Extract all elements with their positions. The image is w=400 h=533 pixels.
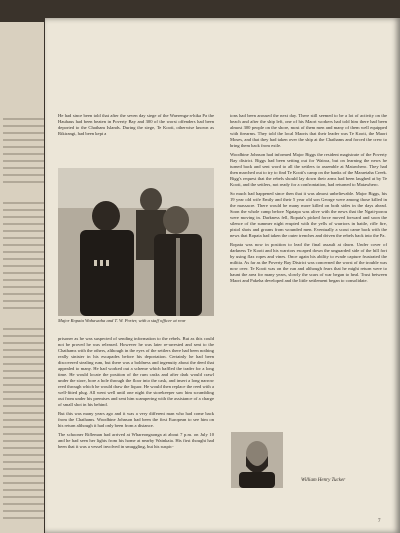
- facing-page-text-line: [3, 356, 44, 358]
- facing-page-text-line: [3, 475, 44, 477]
- facing-page-text-line: [3, 258, 44, 260]
- left-column-bottom: [58, 336, 214, 453]
- portrait-caption: William Henry Tucker: [301, 478, 346, 483]
- paragraph: ions had been aroused the next day. There still seemed to be a lot of activity on the beach and after the ship left, one of his Maori workers had told him there had been almost 300 people on the shore, most of them men and many of them well equipped with firearms. They told the local Maoris that their leader was Te Kooti, the Maori Moses, and that they had taken over the ship at the Chathams and forced the crew to bring them back from exile.: [230, 113, 387, 148]
- facing-page-text-line: [3, 237, 44, 239]
- facing-page-text-line: [3, 328, 44, 330]
- facing-page-text-line: [3, 461, 44, 463]
- paragraph: Woodbine Johnson had informed Major Biggs the resident magistrate of the Poverty Bay district. Biggs had been setting out for Wairoa, but on learning the news he turned back and sent word to all the settlers to assemble at Matawhero. They had then marched out to try to find Te Kooti's camp on the banks of the Maraetaha Creek. Bigg's request that the rebels should lay down their arms had been laughed at by Te Kooti, and the settlers, not ready for a confrontation, had returned to Matawhero.: [230, 152, 387, 187]
- left-column-top: [58, 113, 214, 140]
- facing-page-text-line: [3, 202, 44, 204]
- facing-page-text-line: [3, 398, 44, 400]
- facing-page-text-line: [3, 300, 44, 302]
- facing-page-text-line: [3, 489, 44, 491]
- facing-page-text-line: [3, 419, 44, 421]
- paragraph: But this was many years ago and it was a very different man who had come back from the Chathams. Woodbine Johnson had been the first European to see him on his return although it had only been from a distance.: [58, 411, 214, 428]
- paragraph: Ropata was now in position to lead the final assault at dawn. Under cover of darkness Te Kooti and his warriors escaped down the unguarded side of the hill fort by using flax ropes and vines. Once again his ability to evade capture frustrated the militia. As far as the Poverty Bay District was concerned the worst of the trouble was now over. Te Kooti was on the run and although fears that he might return were to haunt the area for many years, slowly the scars of war began to heal. Trust between Maori and Pakeha developed and the little settlement began to consolidate.: [230, 242, 387, 283]
- facing-page-text-line: [3, 405, 44, 407]
- right-column: [230, 113, 387, 287]
- facing-page-text-line: [3, 174, 44, 176]
- group-photograph: [58, 168, 214, 316]
- facing-page-text-line: [3, 440, 44, 442]
- facing-page-text-line: [3, 132, 44, 134]
- facing-page-text-line: [3, 307, 44, 309]
- facing-page-text-line: [3, 209, 44, 211]
- facing-page-text-line: [3, 279, 44, 281]
- facing-page-text-line: [3, 160, 44, 162]
- facing-page-text-line: [3, 377, 44, 379]
- facing-page-text-line: [3, 468, 44, 470]
- facing-page-text-line: [3, 230, 44, 232]
- facing-page-text-line: [3, 510, 44, 512]
- paragraph: He had since been told that after the seven day siege of the Waerenga-a-hika Pa the Hauhaus had been beaten in Poverty Bay and 300 of the worst offenders had been deported to the Chatham Islands. During the siege, Te Kooti, otherwise known as Rikirangi, had been kept a: [58, 113, 214, 136]
- facing-page-text-line: [3, 153, 44, 155]
- facing-page-text-line: [3, 482, 44, 484]
- paragraph: So much had happened since then that it was almost unbelievable. Major Biggs, his 19 year old wife Emily and their 5 year old son George were among those killed in the massacre. There would be many more killed on both sides in the days ahead. Soon the whole camp before Ngatapa was alive with the news that the Ngati-porou were moving in. Darkness fell, Ropata's picked force moved forward and soon the silence of the summer night erupted with the yells of warriors in battle, rifle fire, pistol shots and groans from wounded men. Eventually a scout came back with the news that Ropata had taken the outer trenches and driven the rebels back into the Pa.: [230, 191, 387, 238]
- paragraph: The schooner Rifleman had arrived at Whareongaonga at about 7 p.m. on July 10 and he had seen her lights from his home at nearby Wainkaia. His first thought had been that it was a vessel involved in smuggling, but his suspic-: [58, 432, 214, 449]
- facing-page-text-line: [3, 223, 44, 225]
- facing-page-text-line: [3, 216, 44, 218]
- facing-page-text-line: [3, 335, 44, 337]
- facing-page-text-line: [3, 139, 44, 141]
- facing-page-text-line: [3, 447, 44, 449]
- facing-page-text-line: [3, 496, 44, 498]
- facing-page-text-line: [3, 342, 44, 344]
- facing-page-text-line: [3, 265, 44, 267]
- facing-page-text-line: [3, 146, 44, 148]
- facing-page-text-line: [3, 391, 44, 393]
- facing-page-text-line: [3, 286, 44, 288]
- facing-page-text-line: [3, 517, 44, 519]
- facing-page-text-line: [3, 118, 44, 120]
- facing-page-text-line: [3, 293, 44, 295]
- paragraph: prisoner as he was suspected of sending information to the rebels. But as this could not be proved he was released. However he was later re-arrested and sent to the Chathams with the others, although in the eyes of the settlers there had been nothing really sinister in his escapades before his deportation. Certainly he had been discovered stealing rum, but there was a boldness and ingenuity about the deed that appealed to many. He had worked out a scheme which baffled the trader for a long time. He would locate the position of the rum casks and after dark would crawl under the store, bore a hole through the floor into the cask, and insert a long narrow reed through which he would draw the liquor. He would then replace the reed with a well-fitted plug. All went well until one night the storekeeper saw him scrambling out from under his premises and sent him scampering with the assistance of a charge of small shot in his behind.: [58, 336, 214, 407]
- page-number: 7: [378, 519, 381, 524]
- previous-page-edge: [0, 22, 44, 533]
- portrait-photograph: [231, 432, 283, 488]
- facing-page-text-line: [3, 433, 44, 435]
- facing-page-text-line: [3, 125, 44, 127]
- facing-page-text-line: [3, 384, 44, 386]
- facing-page-text-line: [3, 363, 44, 365]
- facing-page-text-line: [3, 454, 44, 456]
- book-page: [45, 18, 400, 533]
- facing-page-text-line: [3, 349, 44, 351]
- facing-page-text-line: [3, 167, 44, 169]
- facing-page-text-line: [3, 251, 44, 253]
- facing-page-text-line: [3, 426, 44, 428]
- photo-illustration: [58, 168, 214, 316]
- facing-page-text-line: [3, 503, 44, 505]
- photo-caption: Major Ropata Wahawaha and T. W. Porter, with a staff officer at rear: [58, 318, 186, 323]
- facing-page-text-line: [3, 412, 44, 414]
- portrait-illustration: [231, 432, 283, 488]
- facing-page-text-line: [3, 370, 44, 372]
- facing-page-text-line: [3, 272, 44, 274]
- facing-page-text-line: [3, 244, 44, 246]
- facing-page-text-line: [3, 181, 44, 183]
